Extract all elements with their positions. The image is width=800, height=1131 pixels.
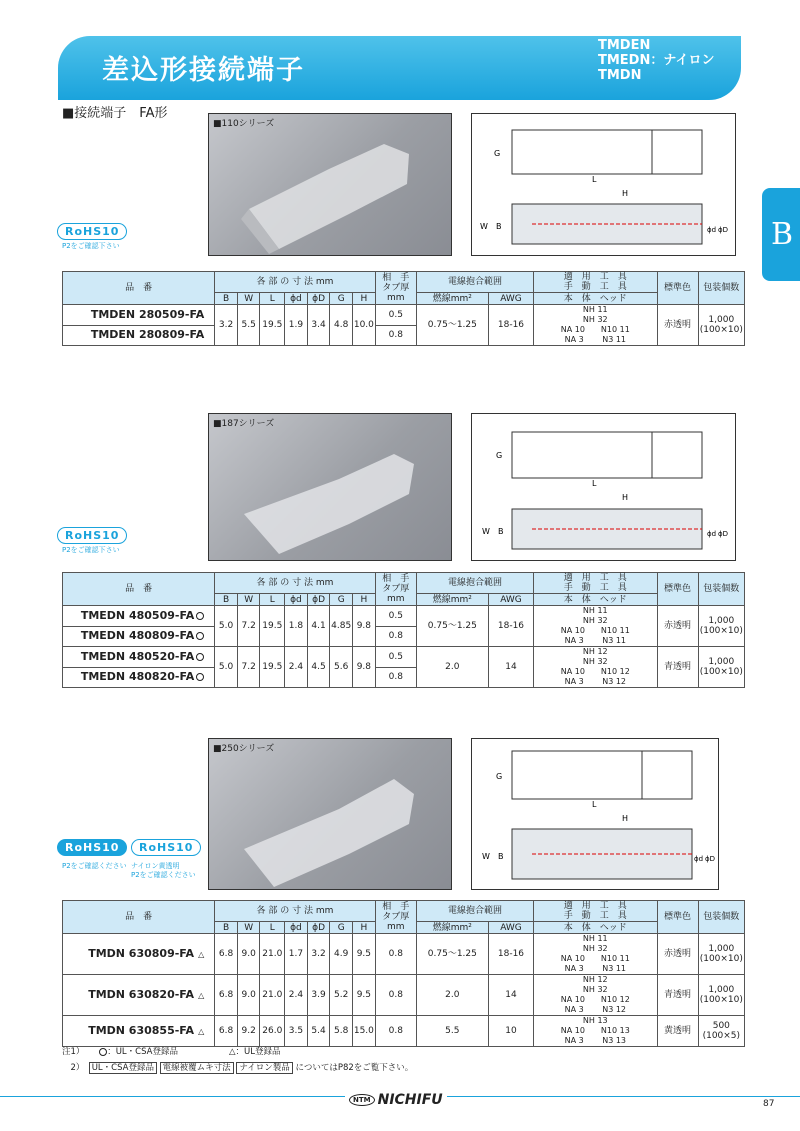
rohs-note: P2をご確認下さい (62, 546, 120, 554)
terminal-illustration (209, 114, 451, 255)
rohs-badge: RoHS10 (57, 223, 127, 240)
dimension-drawing-110 (471, 113, 736, 256)
model-list (598, 38, 714, 83)
svg-text:ϕD: ϕD (705, 855, 716, 863)
svg-text:ϕd: ϕd (707, 226, 717, 234)
series-caption: ■187シリーズ (213, 419, 275, 429)
nichifu-logo: NTM NICHIFU (345, 1092, 447, 1108)
svg-text:W: W (480, 222, 488, 231)
page-title: 差込形接続端子 (102, 55, 305, 86)
table-row: TMEDN 480509-FA 5.0 7.2 19.5 1.8 4.1 4.85 9.8 0.5 0.75～1.25 18-16 NH 11 NH 32 NA 10 N10 11 NA 3 N3 11 赤透明 1,000 (100×10) (63, 606, 745, 627)
rohs-note: P2をご確認下さい (62, 242, 120, 250)
ul-icon: △ (198, 949, 205, 959)
footnotes: 注1） ：UL・CSA登録品 △：UL登録品 2） UL・CSA登録品 電線被覆ムキ寸法 ナイロン製品 についてはP82をご覧下さい。 (62, 1047, 414, 1073)
table-row: TMEDN 480520-FA 5.0 7.2 19.5 2.4 4.5 5.6 9.8 0.5 2.0 14 NH 12 NH 32 NA 10 N10 12 NA 3 N3 12 青透明 1,000 (100×10) (63, 647, 745, 668)
terminal-illustration (209, 414, 451, 560)
svg-text:B: B (496, 222, 502, 231)
model-2: TMEDN：ナイロン (598, 53, 715, 68)
ul-csa-icon (196, 632, 204, 640)
product-photo-250 (208, 738, 452, 890)
rohs-note-nylon: ナイロン黄透明 P2をご確認ください (131, 862, 196, 879)
svg-text:H: H (622, 493, 629, 502)
table-row: TMDEN 280809-FA 0.8 (63, 325, 745, 346)
svg-text:H: H (622, 189, 629, 198)
spec-table-187: 品 番 各 部 の 寸 法 mm 相 手 タブ厚 mm 電線抱合範囲 適 用 工 具 手 動 工 具 標準色 包装個数 B W L ϕd ϕD G H 燃線mm² AWG 本 体 ヘッド TMEDN 480509-FA 5.0 7.2 19.5 1.8 4.1 4.85 9.8 0.5 0.75～1.25 18-16 NH 11 NH 32 NA 10 N10 11 NA 3 N3 11 赤透明 1,000 (100×10) TMEDN 480809-FA 0.8 TMEDN 480520-FA 5.0 7.2 19.5 2.4 4.5 5.6 9.8 0.5 2.0 14 NH 12 NH 32 NA 10 N10 12 NA 3 N3 12 青透明 1,000 (100×10) TMEDN 480820-FA 0.8 (62, 572, 745, 688)
ul-csa-icon (196, 653, 204, 661)
svg-text:G: G (496, 451, 503, 460)
svg-text:L: L (592, 175, 597, 184)
ul-csa-icon (196, 673, 204, 681)
header-pn: 品 番 (63, 272, 215, 305)
svg-text:L: L (592, 800, 597, 809)
table-row: TMEDN 480820-FA 0.8 (63, 667, 745, 688)
series-caption: ■250シリーズ (213, 744, 275, 754)
table-row: TMDN 630820-FA △ 6.8 9.0 21.0 2.4 3.9 5.2 9.5 0.8 2.0 14 NH 12 NH 32 NA 10 N10 12 NA 3 N3 12 青透明 1,000 (100×10) (63, 975, 745, 1016)
product-photo-110 (208, 113, 452, 256)
rohs-note: P2をご確認ください (62, 862, 127, 870)
dimension-drawing-187 (471, 413, 736, 561)
table-row: TMEDN 480809-FA 0.8 (63, 626, 745, 647)
ul-icon: △ (198, 990, 205, 1000)
chapter-tab[interactable]: B (762, 188, 800, 281)
svg-text:H: H (622, 814, 629, 823)
spec-table-250: 品 番 各 部 の 寸 法 mm 相 手 タブ厚 mm 電線抱合範囲 適 用 工 具 手 動 工 具 標準色 包装個数 B W L ϕd ϕD G H 燃線mm² AWG 本 体 ヘッド TMDN 630809-FA △ 6.8 9.0 21.0 1.7 3.2 4.9 9.5 0.8 0.75～1.25 18-16 NH 11 NH 32 NA 10 N10 11 NA 3 N3 11 赤透明 1,000 (100×10) TMDN 630820-FA △ 6.8 9.0 21.0 2.4 3.9 5.2 9.5 0.8 2.0 14 NH 12 NH 32 NA 10 N10 12 NA 3 N3 12 青透明 1,000 (100×10) TMDN 630855-FA △ 6.8 9.2 26.0 3.5 5.4 5.8 15.0 0.8 5.5 10 NH 13 NA 10 N10 13 NA 3 N3 13 黄透明 500 (100×5) (62, 900, 745, 1047)
svg-text:W: W (482, 852, 490, 861)
series-caption: ■110シリーズ (213, 119, 275, 129)
rohs-badge: RoHS10 (57, 839, 127, 856)
svg-text:G: G (494, 149, 501, 158)
svg-text:W: W (482, 527, 490, 536)
dimension-drawing-250 (471, 738, 719, 890)
svg-text:ϕd: ϕd (694, 855, 704, 863)
ul-csa-icon (196, 612, 204, 620)
svg-text:B: B (498, 527, 504, 536)
table-row: TMDN 630809-FA △ 6.8 9.0 21.0 1.7 3.2 4.9 9.5 0.8 0.75～1.25 18-16 NH 11 NH 32 NA 10 N10 11 NA 3 N3 11 赤透明 1,000 (100×10) (63, 934, 745, 975)
svg-text:ϕD: ϕD (718, 226, 729, 234)
ul-icon: △ (198, 1026, 205, 1036)
page-number: 87 (763, 1099, 775, 1109)
terminal-illustration (209, 739, 451, 889)
model-1: TMDEN (598, 38, 651, 53)
svg-text:ϕd: ϕd (707, 530, 717, 538)
svg-text:L: L (592, 479, 597, 488)
rohs-badge-nylon: RoHS10 (131, 839, 201, 856)
table-row: TMDN 630855-FA △ 6.8 9.2 26.0 3.5 5.4 5.8 15.0 0.8 5.5 10 NH 13 NA 10 N10 13 NA 3 N3 13 黄透明 500 (100×5) (63, 1016, 745, 1047)
svg-text:ϕD: ϕD (718, 530, 729, 538)
rohs-badge: RoHS10 (57, 527, 127, 544)
product-photo-187 (208, 413, 452, 561)
svg-text:B: B (498, 852, 504, 861)
table-row: TMDEN 280509-FA 3.2 5.5 19.5 1.9 3.4 4.8 10.0 0.5 0.75～1.25 18-16 NH 11 NH 32 NA 10 N10 11 NA 3 N3 11 赤透明 1,000 (100×10) (63, 305, 745, 326)
svg-text:G: G (496, 772, 503, 781)
spec-table-110: 品 番 各 部 の 寸 法 mm 相 手 タブ厚 mm 電線抱合範囲 適 用 工 具 手 動 工 具 標準色 包装個数 B W L ϕd ϕD G H 燃線mm² AWG 本 体 ヘッド TMDEN 280509-FA 3.2 5.5 19.5 1.9 3.4 4.8 10.0 0.5 0.75～1.25 18-16 NH 11 NH 32 NA 10 N10 11 NA 3 N3 11 赤透明 1,000 (100×10) TMDEN 280809-FA 0.8 (62, 271, 745, 346)
section-label: ■接続端子 FA形 (62, 106, 168, 121)
model-3: TMDN (598, 68, 642, 83)
ul-csa-icon (99, 1048, 107, 1056)
